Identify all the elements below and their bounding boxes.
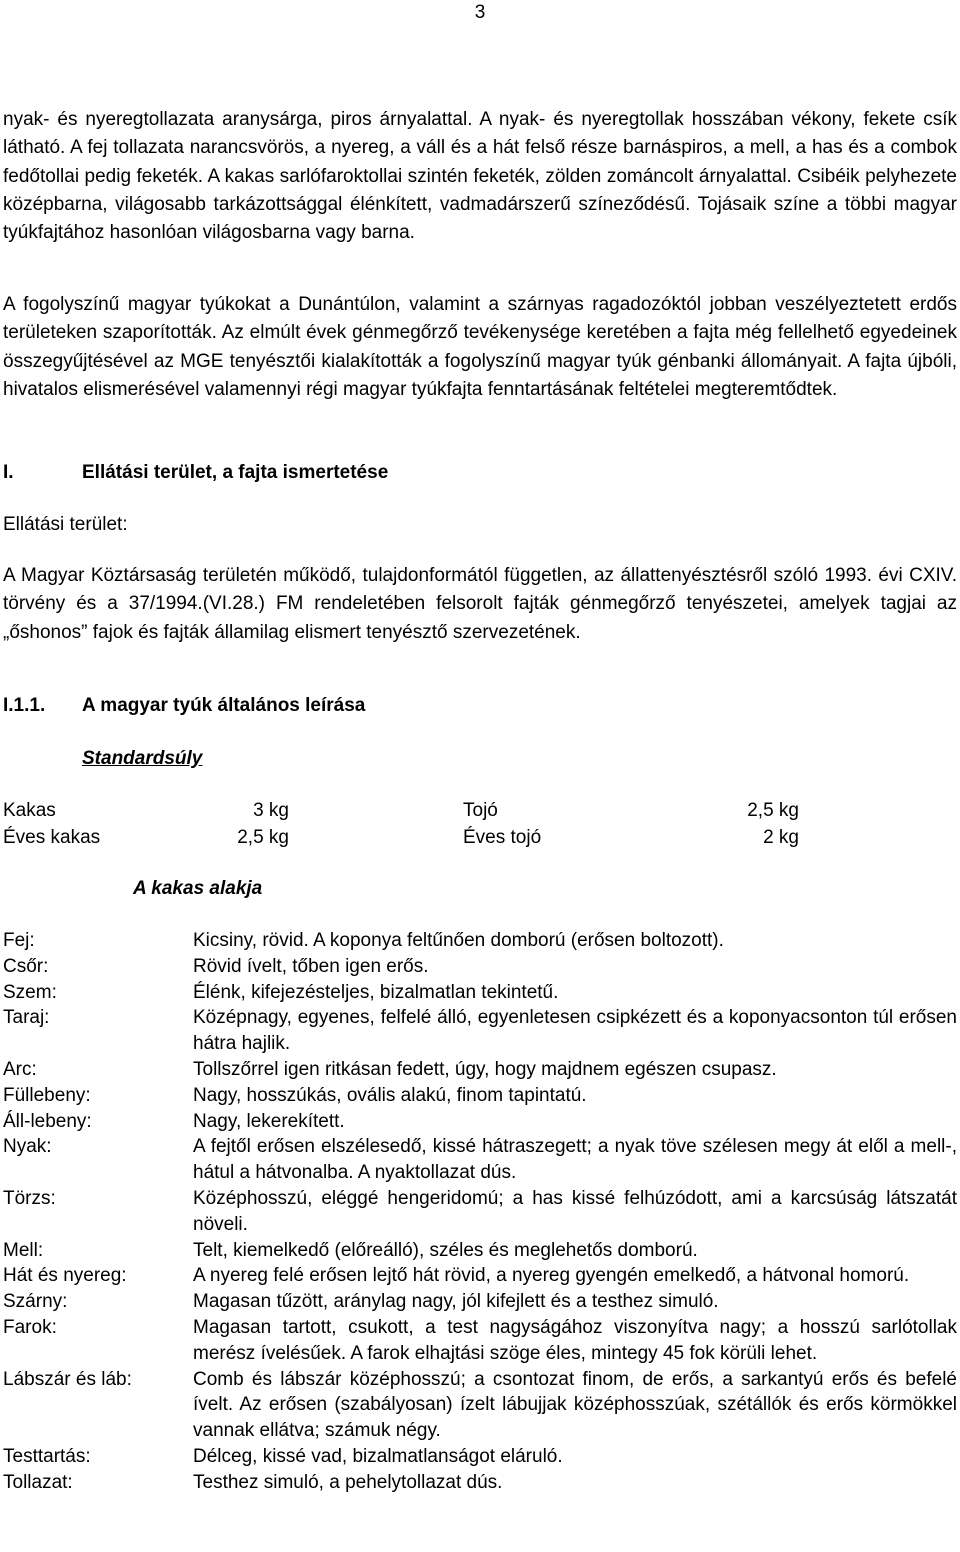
description-row — [3, 1186, 957, 1238]
weight-label: Éves kakas — [3, 827, 101, 848]
description-text: Magasan tartott, csukott, a test nagyságához viszonyítva nagy; a hosszú sarlótollak merész ívelésűek. A farok elhajtási szöge éles, mintegy 45 fok körüli lehet. — [193, 1316, 957, 1364]
subsection-number: I.1.1. — [3, 695, 46, 716]
description-label: Törzs: — [3, 1187, 56, 1209]
description-label: Füllebeny: — [3, 1084, 91, 1106]
paragraph-service-area: A Magyar Köztársaság területén működő, tulajdonformától független, az állattenyésztésről szóló 1993. évi CXIV. törvény és a 37/1994.(VI.28.) FM rendeletében felsorolt fajták génmegőrző tenyészetei, amelyek tagjai az „őshonos” fajok és fajták államilag elismert tenyésztő szervezetének. — [3, 565, 957, 643]
description-label: Tollazat: — [3, 1471, 73, 1493]
description-row — [3, 980, 957, 1006]
description-row — [3, 1057, 957, 1083]
description-text: Telt, kiemelkedő (előreálló), széles és meglehetős domború. — [193, 1239, 698, 1261]
description-label: Fej: — [3, 930, 35, 951]
description-row — [3, 1289, 957, 1315]
description-text: Nagy, hosszúkás, ovális alakú, finom tapintatú. — [193, 1084, 587, 1106]
description-text: Comb és lábszár középhosszú; a csontozat finom, de erős, a sarkantyú erős és befelé ívelt. Az erősen (szabályosan) ízelt lábujjak középhosszúak, szétállók és erős körmökkel vannak ellátva; számuk négy. — [193, 1368, 957, 1442]
description-text: Testhez simuló, a pehelytollazat dús. — [193, 1471, 503, 1493]
subsection-title: A magyar tyúk általános leírása — [82, 695, 366, 716]
weight-value: 2 kg — [763, 827, 799, 848]
description-row — [3, 1263, 957, 1289]
weight-label: Tojó — [463, 800, 498, 821]
description-row — [3, 1238, 957, 1264]
description-label: Áll-lebeny: — [3, 1110, 92, 1132]
description-label: Arc: — [3, 1058, 37, 1080]
description-row — [3, 1444, 957, 1470]
description-row — [3, 928, 957, 954]
description-text: A nyereg felé erősen lejtő hát rövid, a nyereg gyengén emelkedő, a hátvonal homorú. — [193, 1265, 910, 1287]
weight-table — [3, 797, 803, 851]
description-text: Délceg, kissé vad, bizalmatlanságot eláruló. — [193, 1445, 563, 1467]
description-text: A fejtől erősen elszélesedő, kissé hátraszegett; a nyak töve szélesen megy át elől a mell-, hátul a hátvonalba. A nyaktollazat dús. — [193, 1136, 957, 1184]
description-text: Tollszőrrel igen ritkásan fedett, úgy, hogy majdnem egészen csupasz. — [193, 1058, 777, 1080]
weight-label: Kakas — [3, 800, 56, 821]
description-text: Magasan tűzött, aránylag nagy, jól kifejlett és a testhez simuló. — [193, 1291, 719, 1313]
description-text: Középnagy, egyenes, felfelé álló, egyenletesen csipkézett és a koponyacsonton túl erősen hátra hajlik. — [193, 1007, 957, 1055]
section-number: I. — [3, 462, 14, 483]
standard-weight-heading: Standardsúly — [82, 748, 203, 769]
weight-label: Éves tojó — [463, 827, 542, 848]
description-text: Élénk, kifejezésteljes, bizalmatlan tekintetű. — [193, 981, 559, 1003]
service-area-label: Ellátási terület: — [3, 514, 128, 535]
description-text: Kicsiny, rövid. A koponya feltűnően domború (erősen boltozott). — [193, 930, 724, 951]
description-label: Szem: — [3, 981, 57, 1003]
description-row — [3, 1083, 957, 1109]
description-row — [3, 1470, 957, 1496]
description-text: Középhosszú, eléggé hengeridomú; a has kissé felhúzódott, ami a karcsúság látszatát növeli. — [193, 1187, 957, 1235]
description-label: Farok: — [3, 1316, 57, 1338]
description-label: Testtartás: — [3, 1445, 91, 1467]
paragraph-plumage: nyak- és nyeregtollazata aranysárga, piros árnyalattal. A nyak- és nyeregtollak hosszában vékony, fekete csík látható. A fej tollazata narancsvörös, a nyereg, a váll és a hát felső része barnáspiros, a mell, a has és a combok fedőtollai pedig feketék. A kakas sarlófaroktollai szintén feketék, zölden zománcolt árnyalattal. Csibéik pelyhezete középbarna, világosabb tarkázottsággal élénkített, vadmadárszerű színeződésű. Tojásaik színe a többi magyar tyúkfajtához hasonlóan világosbarna vagy barna. — [3, 109, 957, 244]
weight-value: 2,5 kg — [747, 800, 799, 821]
weight-row — [3, 824, 803, 851]
description-row — [3, 1315, 957, 1367]
section-title: Ellátási terület, a fajta ismertetése — [82, 462, 389, 483]
rooster-description-list — [3, 928, 957, 1496]
description-text: Nagy, lekerekített. — [193, 1110, 345, 1132]
description-label: Nyak: — [3, 1136, 52, 1158]
description-row — [3, 1134, 957, 1186]
paragraph-breeding-history: A fogolyszínű magyar tyúkokat a Dunántúlon, valamint a szárnyas ragadozóktól jobban veszélyeztetett erdős területeken szaporították. Az elmúlt évek génmegőrző tevékenysége keretében a fajta még fellelhető egyedeinek összegyűjtésével az MGE tenyésztői kialakították a fogolyszínű magyar tyúk génbanki állományait. A fajta újbóli, hivatalos elismerésével valamennyi régi magyar tyúkfajta fenntartásának feltételei megteremtődtek. — [3, 294, 957, 400]
description-row — [3, 954, 957, 980]
description-row — [3, 1109, 957, 1135]
description-label: Taraj: — [3, 1007, 50, 1029]
weight-row — [3, 797, 803, 824]
description-row — [3, 1005, 957, 1057]
weight-value: 3 kg — [253, 800, 289, 821]
description-row — [3, 1367, 957, 1444]
description-label: Mell: — [3, 1239, 44, 1261]
description-label: Szárny: — [3, 1291, 68, 1313]
description-label: Csőr: — [3, 955, 49, 977]
page-number: 3 — [474, 2, 486, 23]
description-text: Rövid ívelt, tőben igen erős. — [193, 955, 429, 977]
weight-value: 2,5 kg — [237, 827, 289, 848]
rooster-shape-heading: A kakas alakja — [133, 878, 263, 899]
description-label: Hát és nyereg: — [3, 1265, 127, 1287]
description-label: Lábszár és láb: — [3, 1368, 132, 1390]
